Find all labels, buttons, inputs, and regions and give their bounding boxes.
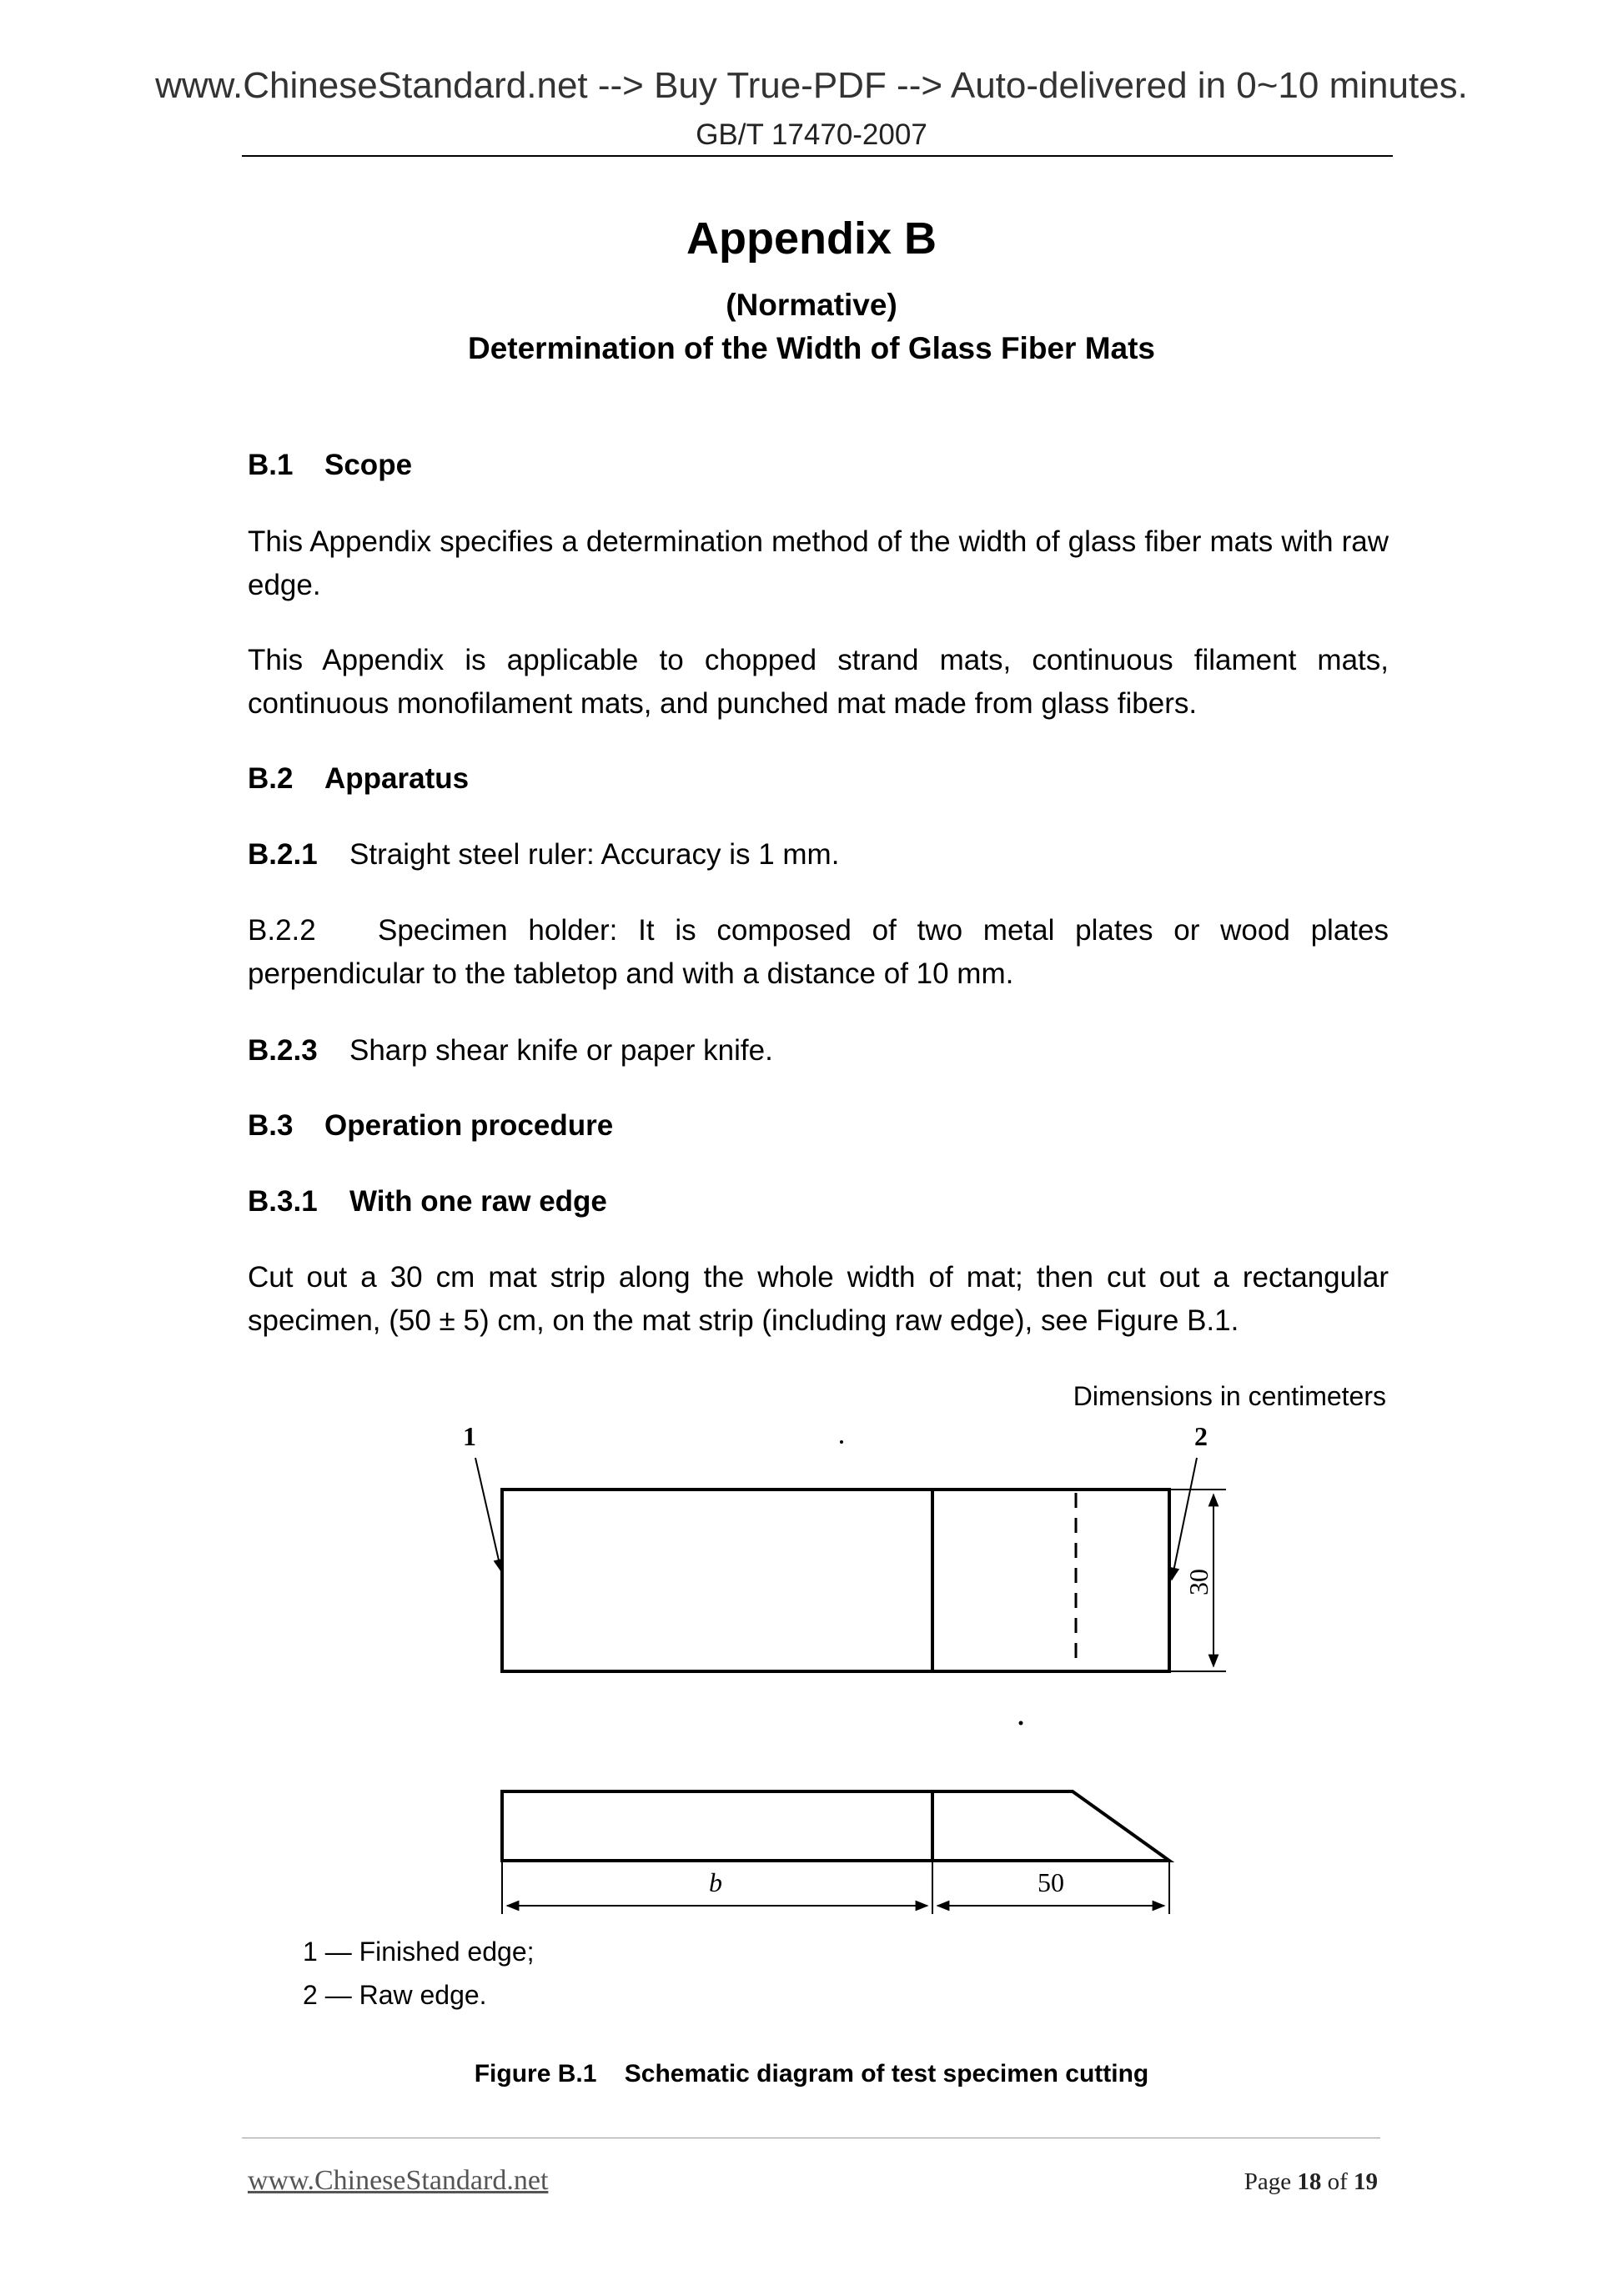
top-view-strip [502,1490,1226,1671]
leader-arrow [475,1458,501,1571]
section-number: B.1 [248,449,294,481]
legend-item-2: 2 — Raw edge. [303,1980,487,2010]
footer-site-link[interactable]: www.ChineseStandard.net [248,2165,549,2196]
section-title: Scope [324,449,413,481]
paragraph-scope-1: This Appendix specifies a determination method of the width of glass fiber mats with raw edge. [248,525,1389,601]
clause-text: Specimen holder: It is composed of two metal plates or wood plates perpendicular to the tabletop and with a distance of 10 mm. [248,914,1389,990]
dimensions-note: Dimensions in centimeters [1073,1381,1386,1411]
clause-text: Sharp shear knife or paper knife. [349,1034,773,1067]
page-current: 18 [1297,2168,1322,2195]
caption-text: Schematic diagram of test specimen cutting [624,2060,1149,2088]
callout-number: 2 [1194,1421,1208,1451]
clause-text: Straight steel ruler: Accuracy is 1 mm. [349,838,840,871]
top-banner: www.ChineseStandard.net --> Buy True-PDF --> Auto-delivered in 0~10 minutes. [155,65,1468,106]
leader-arrow [1172,1458,1197,1580]
standard-number: GB/T 17470-2007 [696,118,927,151]
scan-speck [840,1440,843,1444]
side-view-strip [502,1791,1169,1914]
dim-b-label: b [709,1867,722,1897]
section-number: B.2 [248,762,294,795]
clause-number: B.2.2 [248,914,316,947]
page-of: of [1327,2168,1348,2195]
section-title: Operation procedure [324,1109,614,1142]
callout-number: 1 [463,1421,476,1451]
section-title: With one raw edge [349,1185,607,1218]
mat-strip-outline [502,1490,1169,1671]
callout-1 [463,1421,501,1571]
paragraph-scope-2: This Appendix is applicable to chopped strand mats, continuous filament mats, continuous monofilament mats, and punched mat made from glass fibers. [248,644,1389,720]
clause-number: B.2.3 [248,1034,318,1067]
dim-50-label: 50 [1038,1867,1064,1897]
section-number: B.3.1 [248,1185,318,1218]
callout-2 [1172,1421,1208,1580]
paragraph-procedure: Cut out a 30 cm mat strip along the whole width of mat; then cut out a rectangular specimen, (50 ± 5) cm, on the mat strip (including raw edge), see Figure B.1. [248,1261,1389,1337]
page-number [1244,2168,1378,2196]
appendix-title: Appendix B [686,214,937,264]
page-prefix: Page [1244,2168,1292,2195]
scan-speck [1019,1721,1023,1726]
specimen-side-outline [502,1791,1169,1861]
dim-height-label: 30 [1183,1569,1213,1595]
figure-caption [0,2060,1623,2088]
page-total: 19 [1354,2168,1378,2195]
section-number: B.3 [248,1109,294,1142]
appendix-type: (Normative) [726,288,897,322]
clause-number: B.2.1 [248,838,318,871]
appendix-subtitle: Determination of the Width of Glass Fiber Mats [467,331,1155,365]
caption-number: Figure B.1 [474,2060,597,2088]
legend-item-1: 1 — Finished edge; [303,1937,535,1967]
section-title: Apparatus [324,762,470,795]
